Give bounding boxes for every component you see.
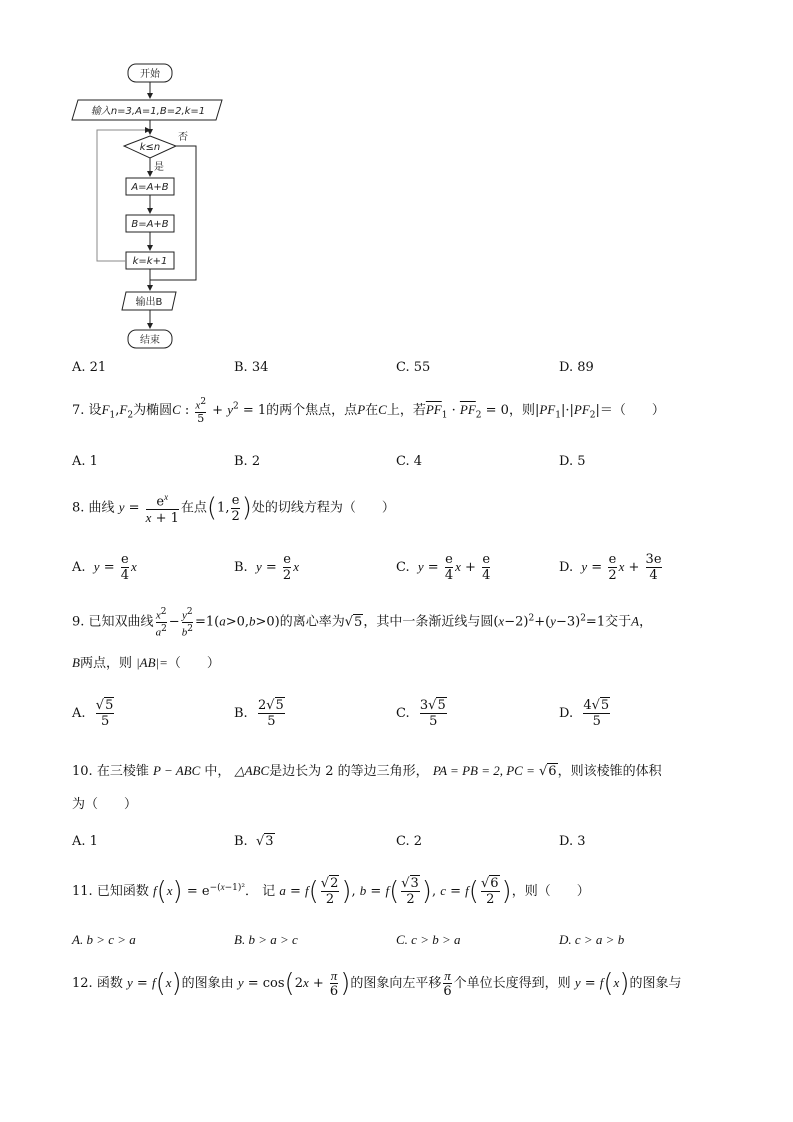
q10-option-b: B. √3: [234, 834, 274, 849]
question-11: 11. 已知函数 $f(x) = e^{-(x-1)^2}$． 记 a = f( $\frac{√2}{2}$ ), b = f( $\frac{√3}{2}$ ), c = f( $\frac{√6}{2}$ )，则（ ）: [72, 876, 590, 907]
flow-input-label: 输入n=3,A=1,B=2,k=1: [90, 106, 206, 117]
q10-option-c: C. 2: [396, 834, 423, 849]
question-9-line2: B两点，则 |AB|=（ ）: [72, 655, 220, 671]
flow-step1-label: A=A+B: [131, 182, 169, 193]
q8-option-a: A. y = $\frac{e}{4}$ x: [72, 552, 137, 583]
flow-output-label: 输出B: [135, 297, 163, 308]
flow-step2-label: B=A+B: [131, 219, 169, 230]
flow-start-label: 开始: [140, 69, 160, 80]
q8-option-d: D. y = $\frac{e}{2}$ x + $\frac{3e}{4}$: [559, 552, 662, 583]
q6-option-c: C. 55: [396, 360, 431, 375]
q7-option-a: A. 1: [72, 454, 98, 469]
question-9: 9. 已知双曲线 $\frac{x^2}{a^2}$ − $\frac{y^2}{b^2}$ =1(a>0,b>0)的离心率为√5，其中一条渐近线与圆$(x-2)^2+(y-3)^2=1$交于A，: [72, 607, 653, 639]
q10-option-d: D. 3: [559, 834, 586, 849]
flowchart: [60, 58, 260, 358]
flow-yes-label: 是: [154, 162, 164, 173]
flow-step3-label: k=k+1: [132, 256, 168, 267]
question-8: 8. 曲线 y = $\frac{e^x}{x + 1}$ 在点(1, $\frac{e}{2}$ )处的切线方程为（ ）: [72, 492, 395, 527]
q9-option-a: A. $\frac{√5}{5}$: [72, 698, 114, 729]
flow-no-label: 否: [178, 132, 188, 143]
q6-option-a: A. 21: [72, 360, 107, 375]
q11-option-b: B. b > a > c: [234, 932, 298, 947]
q11-option-c: C. c > b > a: [396, 932, 461, 947]
q8-option-c: C. y = $\frac{e}{4}$ x + $\frac{e}{4}$: [396, 552, 491, 583]
question-10-line2: 为（ ）: [72, 797, 138, 812]
flow-end-label: 结束: [140, 335, 160, 346]
q9-option-c: C. $\frac{3√5}{5}$: [396, 698, 446, 729]
q9-option-d: D. $\frac{4√5}{5}$: [559, 698, 610, 729]
flow-condition-label: k≤n: [139, 142, 161, 153]
q9-option-b: B. $\frac{2√5}{5}$: [234, 698, 284, 729]
q7-option-d: D. 5: [559, 454, 586, 469]
q10-option-a: A. 1: [72, 834, 98, 849]
question-12: 12. 函数 y = f(x)的图象由 y = cos(2x + $\frac{\pi}{6}$ )的图象向左平移 $\frac{\pi}{6}$ 个单位长度得到，则 y = f(x)的图象与: [72, 968, 682, 999]
q8-option-b: B. y = $\frac{e}{2}$ x: [234, 552, 299, 583]
q11-option-d: D. c > a > b: [559, 932, 625, 947]
question-7: 7. 设$F_1,F_2$为椭圆C : $\frac{x^2}{5}$ + $y^2 = 1$的两个焦点，点P在C上，若$\overline{PF}_1 \cdot \overline{PF}_2 = 0$，则$|PF_1|\cdot|PF_2|=$（ ）: [72, 397, 665, 425]
q11-option-a: A. b > c > a: [72, 932, 136, 947]
q7-option-c: C. 4: [396, 454, 423, 469]
q6-option-b: B. 34: [234, 360, 269, 375]
q6-option-d: D. 89: [559, 360, 594, 375]
q7-option-b: B. 2: [234, 454, 261, 469]
question-10: 10. 在三棱锥 P − ABC 中， △ABC是边长为 2 的等边三角形， PA = PB = 2, PC = √6，则该棱锥的体积: [72, 763, 662, 779]
